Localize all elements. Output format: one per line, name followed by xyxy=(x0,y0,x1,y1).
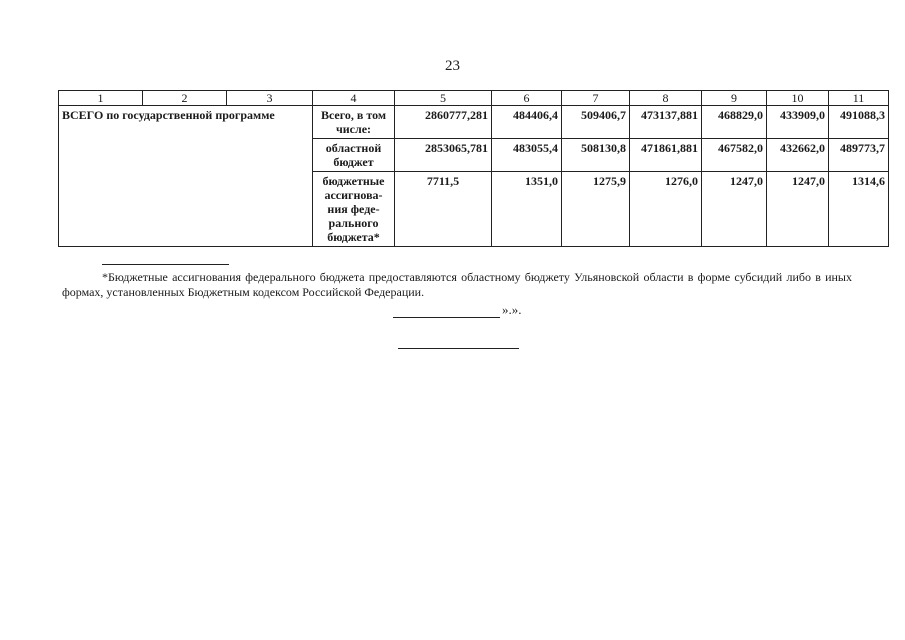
table-cell: 1247,0 xyxy=(767,172,829,247)
table-cell: 509406,7 xyxy=(562,106,630,139)
table-cell: 508130,8 xyxy=(562,139,630,172)
table-row xyxy=(59,106,889,139)
table-cell: 471861,881 xyxy=(630,139,702,172)
table-cell: 468829,0 xyxy=(702,106,767,139)
table-cell: 1276,0 xyxy=(630,172,702,247)
table-cell: 1351,0 xyxy=(492,172,562,247)
budget-table xyxy=(58,90,889,247)
table-cell: 473137,881 xyxy=(630,106,702,139)
row-label: Всего, в том числе: xyxy=(313,106,395,139)
program-title: ВСЕГО по государственной программе xyxy=(59,106,313,247)
table-cell: 467582,0 xyxy=(702,139,767,172)
table-cell: 483055,4 xyxy=(492,139,562,172)
column-header: 11 xyxy=(829,91,889,106)
column-header: 9 xyxy=(702,91,767,106)
footnote: *Бюджетные ассигнования федерального бюджета предоставляются областному бюджету Ульяновской области в форме субсидий либо в иных формах, установленных Бюджетным кодексом Российской Федерации. xyxy=(62,270,852,299)
table-cell: 1247,0 xyxy=(702,172,767,247)
table-cell: 489773,7 xyxy=(829,139,889,172)
row-label: областной бюджет xyxy=(313,139,395,172)
table-cell: 2860777,281 xyxy=(395,106,492,139)
column-header: 7 xyxy=(562,91,630,106)
table-cell: 7711,5 xyxy=(395,172,492,247)
table-cell: 1314,6 xyxy=(829,172,889,247)
table-cell: 433909,0 xyxy=(767,106,829,139)
column-header: 8 xyxy=(630,91,702,106)
column-header: 3 xyxy=(227,91,313,106)
page-number: 23 xyxy=(445,58,460,74)
column-header: 6 xyxy=(492,91,562,106)
table-cell: 432662,0 xyxy=(767,139,829,172)
table-cell: 491088,3 xyxy=(829,106,889,139)
table-cell: 484406,4 xyxy=(492,106,562,139)
footnote-divider xyxy=(102,264,229,265)
closing-underline xyxy=(393,306,500,318)
column-header: 10 xyxy=(767,91,829,106)
closing-quote: ».». xyxy=(502,302,522,317)
table-cell: 2853065,781 xyxy=(395,139,492,172)
closing-mark xyxy=(393,302,522,318)
column-number-row xyxy=(59,91,889,106)
row-label: бюджетные ассигнова-ния феде-рального бюджета* xyxy=(313,172,395,247)
column-header: 5 xyxy=(395,91,492,106)
end-divider xyxy=(398,348,519,349)
column-header: 4 xyxy=(313,91,395,106)
column-header: 2 xyxy=(143,91,227,106)
column-header: 1 xyxy=(59,91,143,106)
table-cell: 1275,9 xyxy=(562,172,630,247)
